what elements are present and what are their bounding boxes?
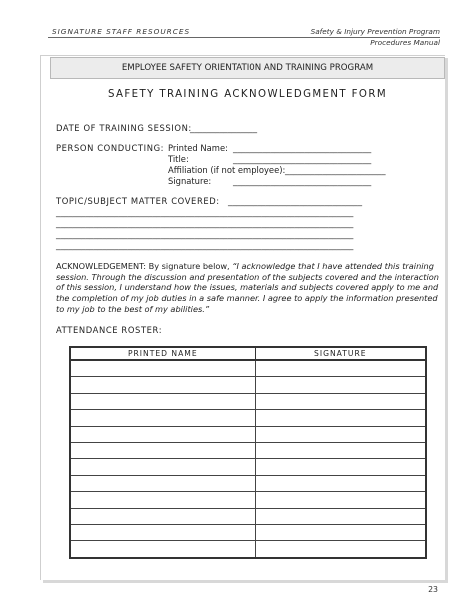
topic-line[interactable]: _______________________________________________________________________ — [56, 240, 354, 250]
header-manual-name: Procedures Manual — [370, 38, 440, 47]
roster-row — [70, 393, 426, 409]
date-label: DATE OF TRAINING SESSION: — [56, 123, 192, 133]
form-title: SAFETY TRAINING ACKNOWLEDGMENT FORM — [107, 89, 388, 100]
roster-row — [70, 459, 426, 475]
roster-printed-name-cell[interactable] — [70, 508, 255, 524]
roster-row — [70, 377, 426, 393]
topic-line[interactable]: _______________________________________________________________________ — [56, 229, 354, 239]
roster-signature-cell[interactable] — [255, 360, 426, 377]
roster-row — [70, 524, 426, 540]
title-field[interactable]: _________________________________ — [233, 154, 372, 164]
affiliation-label: Affiliation (if not employee): — [168, 165, 286, 175]
signature-field[interactable]: _________________________________ — [233, 176, 372, 186]
printed-name-field[interactable]: _________________________________ — [233, 143, 372, 153]
program-banner: EMPLOYEE SAFETY ORIENTATI0N AND TRAINING PROGRAM — [50, 57, 445, 79]
roster-printed-name-cell[interactable] — [70, 492, 255, 508]
attendance-roster-table — [69, 346, 427, 559]
roster-body — [70, 360, 426, 558]
topic-field[interactable]: ________________________________ — [228, 196, 362, 206]
roster-row — [70, 508, 426, 524]
signature-label: Signature: — [168, 176, 212, 186]
person-conducting-label: PERSON CONDUCTING: — [56, 143, 165, 153]
roster-printed-name-cell[interactable] — [70, 541, 255, 558]
roster-row — [70, 426, 426, 442]
roster-printed-name-cell[interactable] — [70, 426, 255, 442]
roster-signature-cell[interactable] — [255, 541, 426, 558]
roster-signature-cell[interactable] — [255, 410, 426, 426]
roster-printed-name-cell[interactable] — [70, 524, 255, 540]
roster-row — [70, 492, 426, 508]
header-left-title: SIGNATURE STAFF RESOURCES — [52, 27, 191, 36]
printed-name-column-header: PRINTED NAME — [70, 347, 255, 360]
roster-printed-name-cell[interactable] — [70, 410, 255, 426]
printed-name-label: Printed Name: — [168, 143, 228, 153]
roster-row — [70, 442, 426, 458]
roster-row — [70, 475, 426, 491]
topic-line[interactable]: _______________________________________________________________________ — [56, 207, 354, 217]
roster-signature-cell[interactable] — [255, 459, 426, 475]
roster-signature-cell[interactable] — [255, 377, 426, 393]
acknowledgement-paragraph — [56, 261, 442, 315]
roster-printed-name-cell[interactable] — [70, 475, 255, 491]
header-program-name: Safety & Injury Prevention Program — [310, 27, 440, 36]
roster-printed-name-cell[interactable] — [70, 377, 255, 393]
roster-signature-cell[interactable] — [255, 508, 426, 524]
roster-row — [70, 410, 426, 426]
roster-printed-name-cell[interactable] — [70, 459, 255, 475]
roster-signature-cell[interactable] — [255, 442, 426, 458]
roster-header-row — [70, 347, 426, 360]
header-right — [311, 26, 440, 48]
roster-signature-cell[interactable] — [255, 524, 426, 540]
roster-printed-name-cell[interactable] — [70, 360, 255, 377]
date-field[interactable]: ________________ — [190, 123, 257, 133]
roster-row — [70, 541, 426, 558]
roster-signature-cell[interactable] — [255, 426, 426, 442]
topic-label: TOPIC/SUBJECT MATTER COVERED: — [56, 196, 220, 206]
roster-printed-name-cell[interactable] — [70, 442, 255, 458]
roster-signature-cell[interactable] — [255, 492, 426, 508]
affiliation-field[interactable]: ________________________ — [285, 165, 386, 175]
roster-printed-name-cell[interactable] — [70, 393, 255, 409]
acknowledgement-intro: By signature below, — [146, 261, 233, 271]
roster-signature-cell[interactable] — [255, 475, 426, 491]
roster-row — [70, 360, 426, 377]
title-label: Title: — [168, 154, 189, 164]
signature-column-header: SIGNATURE — [255, 347, 426, 360]
roster-signature-cell[interactable] — [255, 393, 426, 409]
attendance-roster-label: ATTENDANCE ROSTER: — [56, 325, 163, 335]
page-number: 23 — [428, 585, 438, 594]
acknowledgement-label: ACKNOWLEDGEMENT: — [56, 261, 146, 271]
topic-line[interactable]: _______________________________________________________________________ — [56, 218, 354, 228]
acknowledgement-statement: “I acknowledge that I have attended this training session. Through the discussion and presentation of the subjects covered and the interaction of this session, I understand how the issues, materials and subjects covered apply to me and the completion of my job duties in a safe manner. I agree to apply the information presented to my job to the best of my abilities.” — [56, 261, 439, 314]
